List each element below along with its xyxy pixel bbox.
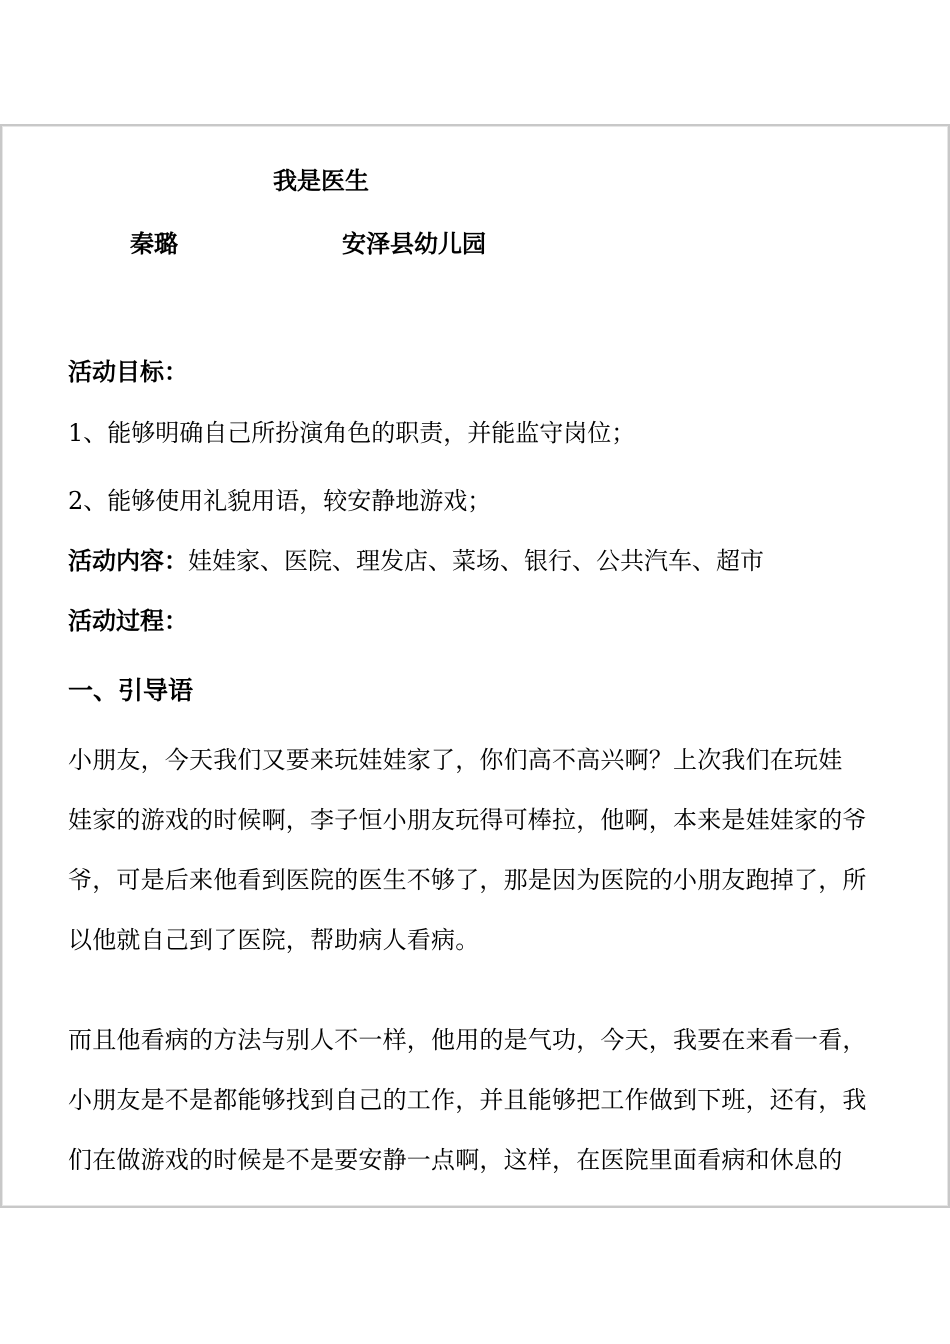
paragraph-line: 小朋友是不是都能够找到自己的工作，并且能够把工作做到下班，还有，我 bbox=[68, 1086, 867, 1114]
paragraph-line: 以他就自己到了医院，帮助病人看病。 bbox=[68, 926, 480, 954]
paragraph-1 bbox=[68, 730, 884, 970]
content-label: 活动内容： bbox=[68, 547, 188, 575]
process-heading: 活动过程： bbox=[68, 607, 188, 635]
content-text: 娃娃家、医院、理发店、菜场、银行、公共汽车、超市 bbox=[188, 547, 764, 575]
section-heading: 一、引导语 bbox=[68, 676, 194, 705]
goals-heading: 活动目标： bbox=[68, 358, 188, 386]
document-title: 我是医生 bbox=[273, 167, 369, 195]
paragraph-line: 们在做游戏的时候是不是要安静一点啊，这样，在医院里面看病和休息的 bbox=[68, 1146, 843, 1174]
goal-item: 2、能够使用礼貌用语，较安静地游戏； bbox=[68, 487, 492, 515]
goal-item: 1、能够明确自己所扮演角色的职责，并能监守岗位； bbox=[68, 419, 636, 447]
paragraph-line: 小朋友，今天我们又要来玩娃娃家了，你们高不高兴啊？上次我们在玩娃 bbox=[68, 746, 843, 774]
author-name: 秦璐 bbox=[130, 230, 178, 258]
paragraph-2 bbox=[68, 1010, 884, 1190]
paragraph-line: 爷，可是后来他看到医院的医生不够了，那是因为医院的小朋友跑掉了，所 bbox=[68, 866, 867, 894]
paragraph-line: 而且他看病的方法与别人不一样，他用的是气功，今天，我要在来看一看， bbox=[68, 1026, 867, 1054]
school-name: 安泽县幼儿园 bbox=[342, 230, 486, 258]
content-row bbox=[68, 546, 764, 576]
paragraph-line: 娃家的游戏的时候啊，李子恒小朋友玩得可棒拉，他啊，本来是娃娃家的爷 bbox=[68, 806, 867, 834]
